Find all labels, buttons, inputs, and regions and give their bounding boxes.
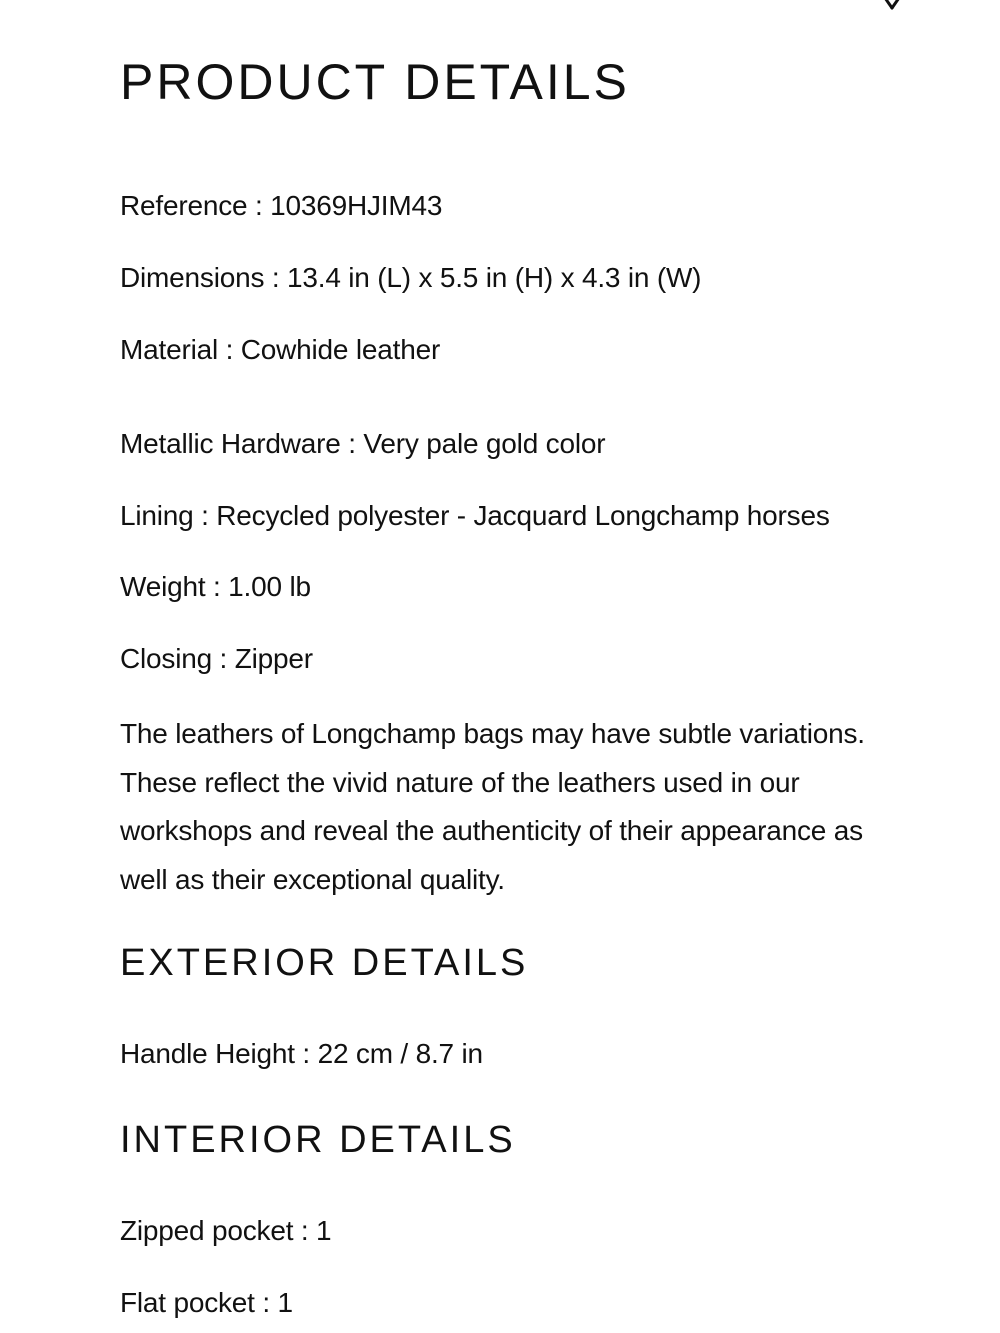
handle-height-row: Handle Height : 22 cm / 8.7 in: [120, 1038, 483, 1069]
weight-row: Weight : 1.00 lb: [120, 571, 311, 602]
material-row: Material : Cowhide leather: [120, 334, 441, 365]
close-button[interactable]: [866, 0, 918, 16]
leather-description: The leathers of Longchamp bags may have subtle variations. These reflect the vivid nature of the leathers used in our workshops and reveal the authenticity of their appearance as well as their exceptional quality.: [120, 718, 865, 895]
zipped-pocket-row: Zipped pocket : 1: [120, 1215, 332, 1246]
reference-row: Reference : 10369HJIM43: [120, 190, 443, 221]
dimensions-row: Dimensions : 13.4 in (L) x 5.5 in (H) x 4.3 in (W): [120, 262, 702, 293]
close-icon: [866, 0, 918, 16]
exterior-details-title: EXTERIOR DETAILS: [120, 942, 529, 984]
page-title: PRODUCT DETAILS: [120, 54, 630, 110]
closing-row: Closing : Zipper: [120, 643, 313, 674]
lining-row: Lining : Recycled polyester - Jacquard Longchamp horses: [120, 500, 830, 531]
metallic-hardware-row: Metallic Hardware : Very pale gold color: [120, 428, 606, 459]
flat-pocket-row: Flat pocket : 1: [120, 1287, 293, 1318]
interior-details-title: INTERIOR DETAILS: [120, 1119, 516, 1161]
